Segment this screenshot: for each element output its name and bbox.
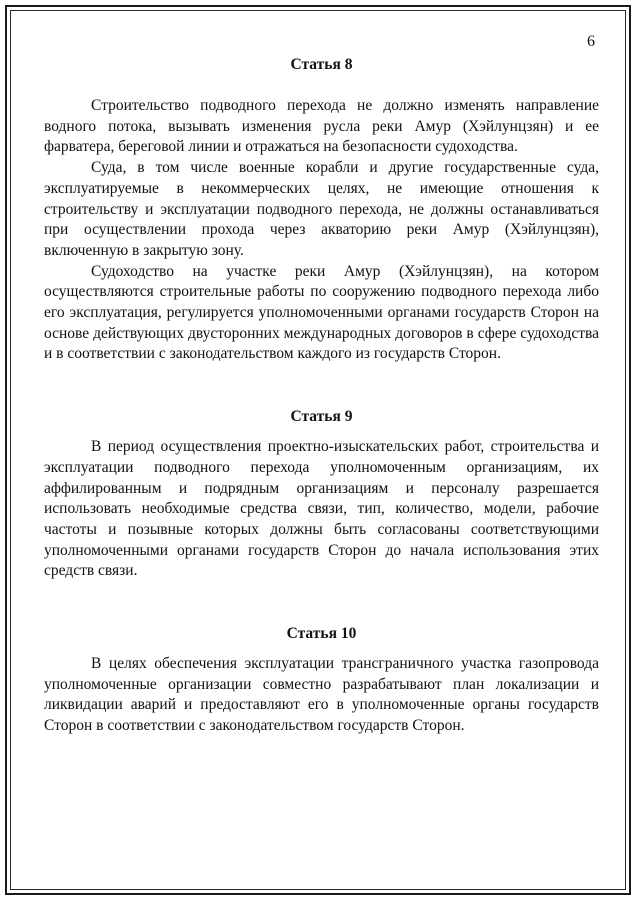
article-title: Статья 8 [290, 56, 353, 73]
article-title: Статья 9 [290, 408, 353, 426]
paragraph: В целях обеспечения эксплуатации трансграничного участка газопровода уполномоченные организации совместно разрабатывают план локализации и ликвидации аварий и предоставляют его в уполномоченные органы государств Сторон в соответствии с законодательством государств Сторон. [44, 655, 599, 735]
page-number: 6 [587, 33, 595, 50]
article-10 [44, 623, 599, 737]
document-body [44, 50, 599, 737]
article-title: Статья 10 [286, 625, 357, 643]
article-body [44, 654, 599, 737]
article-body [44, 437, 599, 582]
paragraph: Строительство подводного перехода не должно изменять направление водного потока, вызывать изменения русла реки Амур (Хэйлунцзян) и ее фарватера, береговой линии и отражаться на безопасности судоходства. [44, 97, 599, 156]
paragraph: В период осуществления проектно-изыскательских работ, строительства и эксплуатации подводного перехода уполномоченным организациям, их аффилированным и подрядным организациям и персоналу разрешается использовать необходимые средства связи, тип, количество, модели, рабочие частоты и позывные которых должны быть согласованы соответствующими уполномоченными органами государств Сторон до начала использования этих средств связи. [44, 438, 599, 580]
article-8 [44, 54, 599, 365]
paragraph: Суда, в том числе военные корабли и другие государственные суда, эксплуатируемые в некоммерческих целях, не имеющие отношения к строительству и эксплуатации подводного перехода, не должны останавливаться при осуществлении прохода через акваторию реки Амур (Хэйлунцзян), включенную в закрытую зону. [44, 159, 599, 259]
article-body [44, 96, 599, 365]
paragraph: Судоходство на участке реки Амур (Хэйлунцзян), на котором осуществляются строительные работы по сооружению подводного перехода либо его эксплуатация, регулируется уполномоченными органами государств Сторон на основе действующих двусторонних международных договоров в сфере судоходства и в соответствии с законодательством каждого из государств Сторон. [44, 262, 599, 363]
article-9 [44, 406, 599, 582]
